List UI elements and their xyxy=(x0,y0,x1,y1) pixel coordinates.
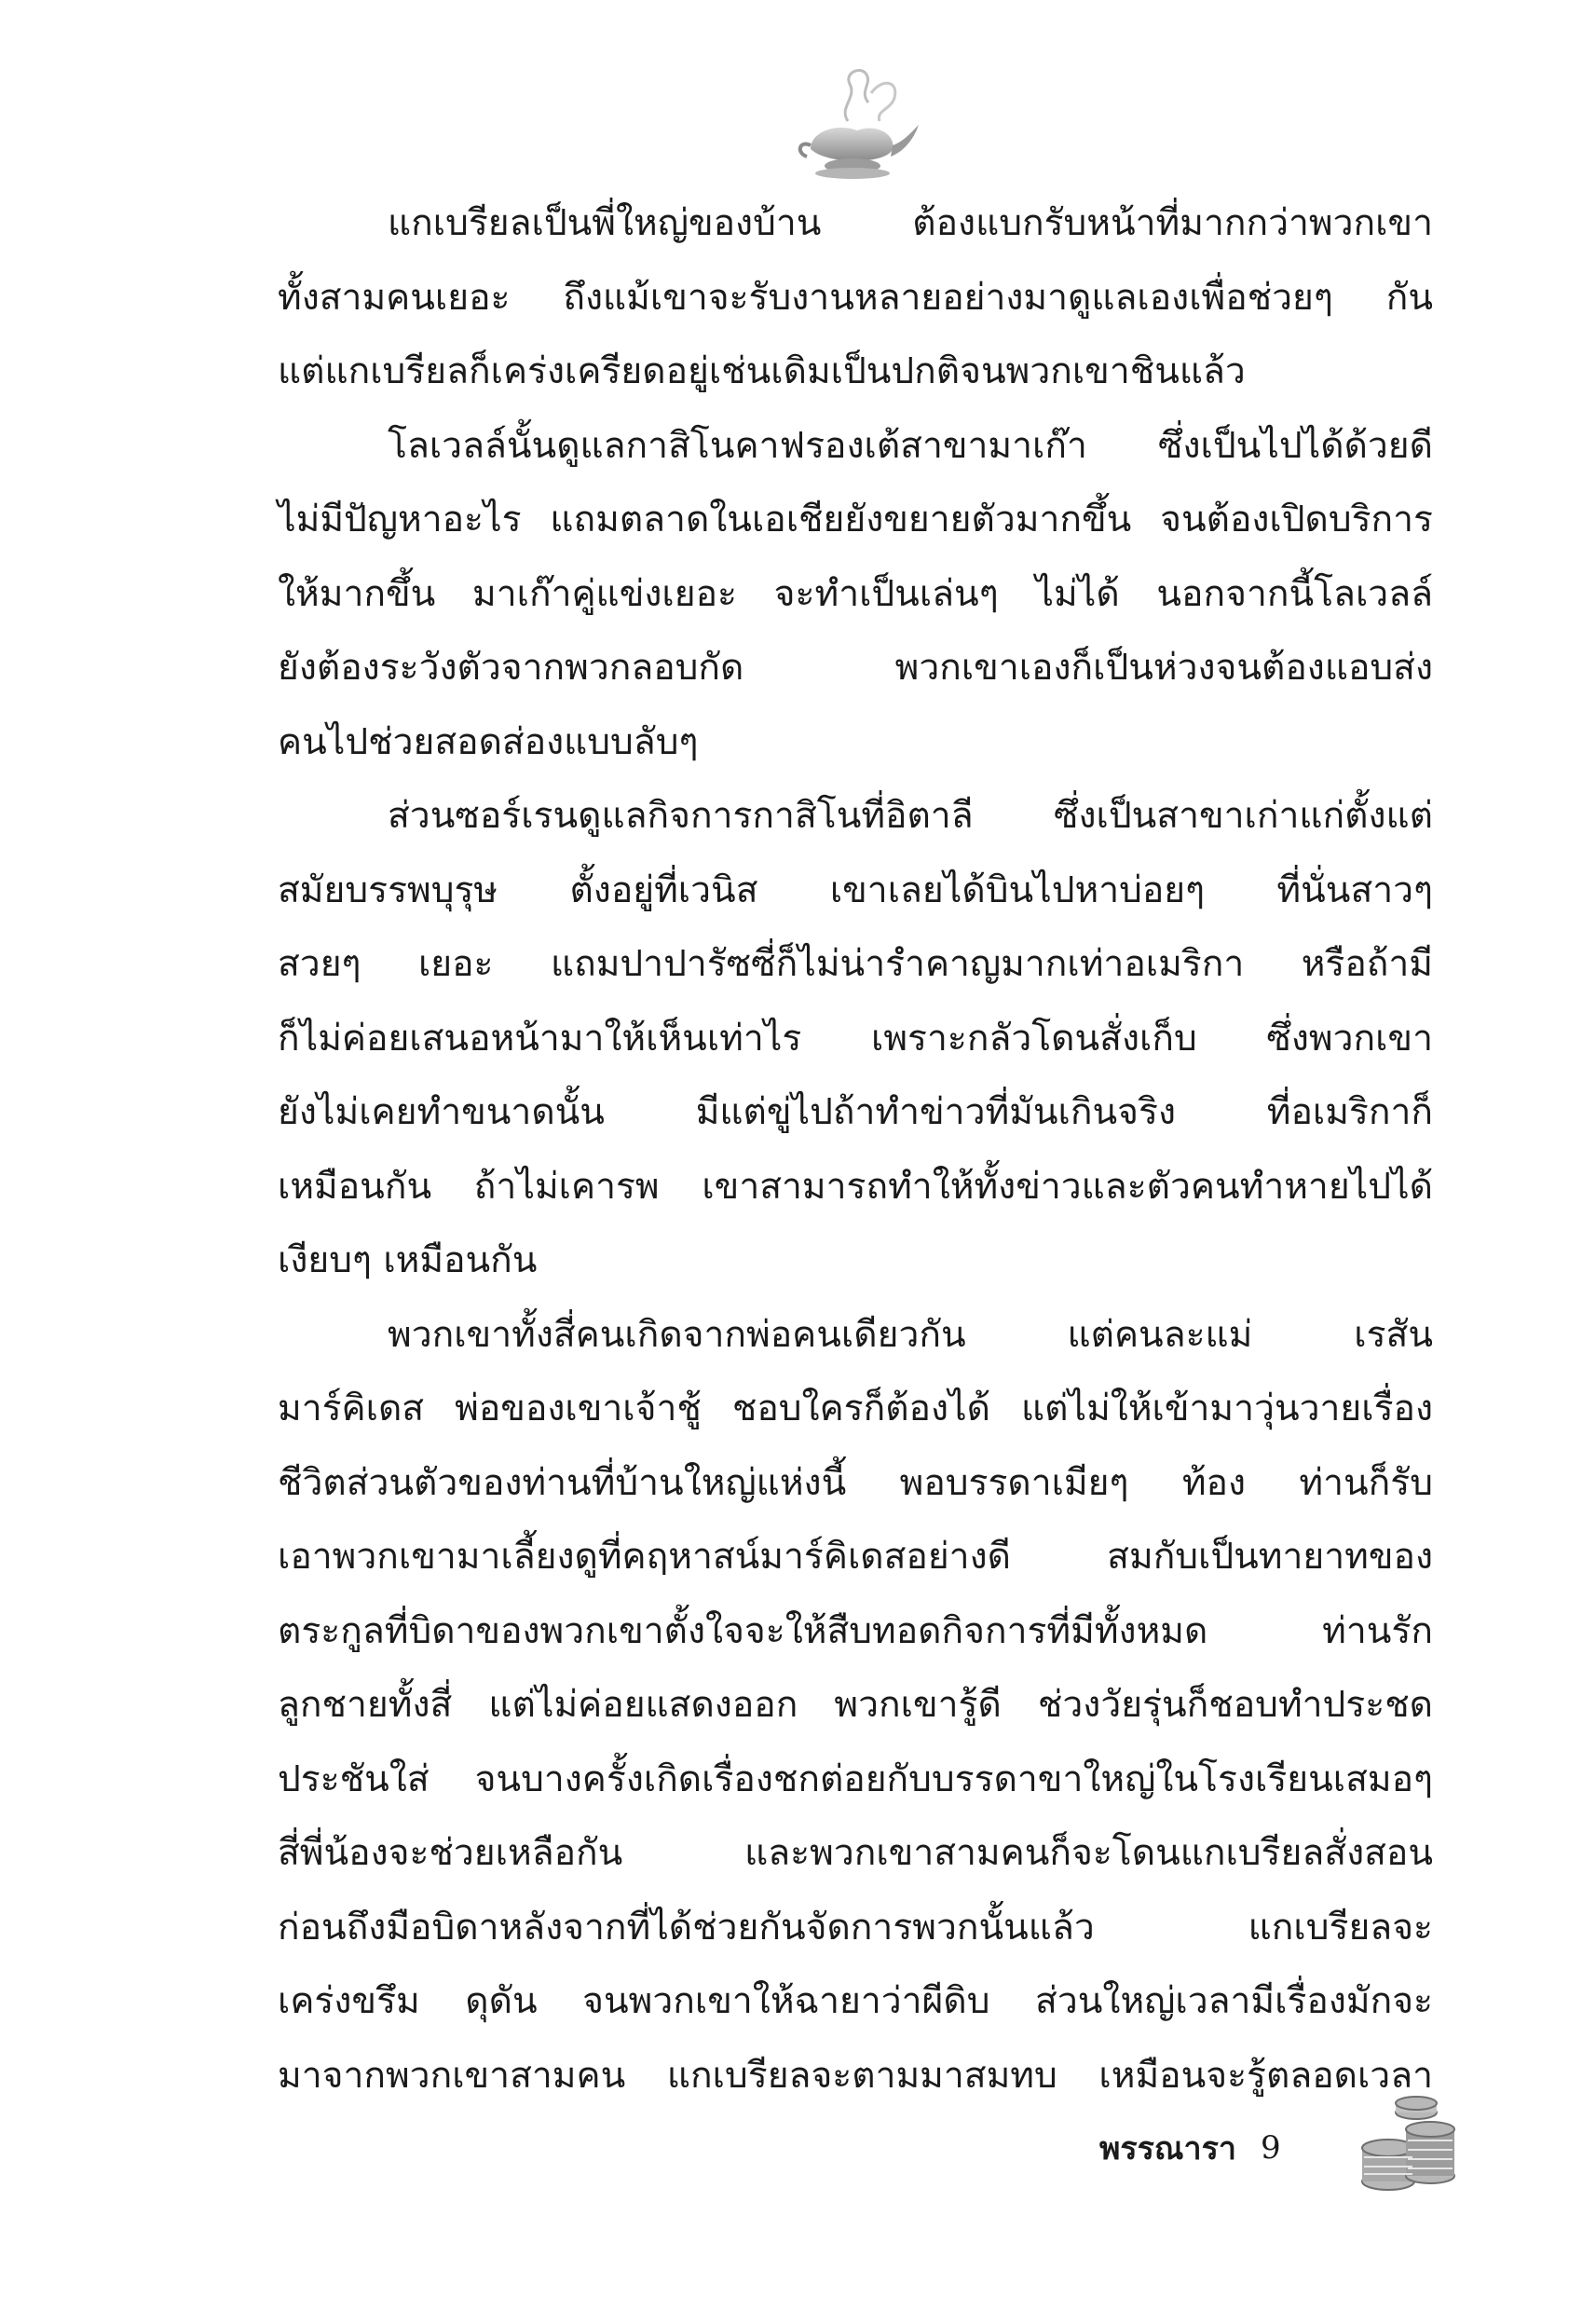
paragraph xyxy=(278,779,1433,1298)
text-line: สวยๆ เยอะ แถมปาปารัซซี่ก็ไม่น่ารำคาญมากเท่าอเมริกา หรือถ้ามี xyxy=(278,943,1433,985)
text-line: ไม่มีปัญหาอะไร แถมตลาดในเอเชียยังขยายตัวมากขึ้น จนต้องเปิดบริการ xyxy=(278,499,1433,540)
paragraph xyxy=(278,409,1433,780)
text-line: ก็ไม่ค่อยเสนอหน้ามาให้เห็นเท่าไร เพราะกลัวโดนสั่งเก็บ ซึ่งพวกเขา xyxy=(278,1017,1433,1060)
text-line: ประชันใส่ จนบางครั้งเกิดเรื่องชกต่อยกับบรรดาขาใหญ่ในโรงเรียนเสมอๆ xyxy=(278,1757,1433,1800)
text-line: เงียบๆ เหมือนกัน xyxy=(278,1239,538,1281)
text-line: เอาพวกเขามาเลี้ยงดูที่คฤหาสน์มาร์คิเดสอย่างดี สมกับเป็นทายาทของ xyxy=(278,1536,1433,1578)
text-line: ทั้งสามคนเยอะ ถึงแม้เขาจะรับงานหลายอย่างมาดูแลเองเพื่อช่วยๆ กัน xyxy=(278,276,1433,319)
text-line: มาจากพวกเขาสามคน แกเบรียลจะตามมาสมทบ เหมือนจะรู้ตลอดเวลา xyxy=(278,2054,1433,2097)
text-line: ส่วนซอร์เรนดูแลกิจการกาสิโนที่อิตาลี ซึ่งเป็นสาขาเก่าแก่ตั้งแต่ xyxy=(388,795,1433,837)
page-number: 9 xyxy=(1260,2129,1281,2167)
text-line: มาร์คิเดส พ่อของเขาเจ้าชู้ ชอบใครก็ต้องได้ แต่ไม่ให้เข้ามาวุ่นวายเรื่อง xyxy=(278,1388,1433,1429)
text-line: เคร่งขรึม ดุดัน จนพวกเขาให้ฉายาว่าผีดิบ ส่วนใหญ่เวลามีเรื่องมักจะ xyxy=(278,1980,1433,2022)
text-line: แกเบรียลเป็นพี่ใหญ่ของบ้าน ต้องแบกรับหน้าที่มากกว่าพวกเขา xyxy=(388,202,1433,244)
text-line: คนไปช่วยสอดส่องแบบลับๆ xyxy=(278,720,699,763)
text-line: ยังต้องระวังตัวจากพวกลอบกัด พวกเขาเองก็เป็นห่วงจนต้องแอบส่ง xyxy=(278,647,1433,689)
paragraph xyxy=(278,1298,1433,2113)
paragraph xyxy=(278,186,1433,409)
text-line: ให้มากขึ้น มาเก๊าคู่แข่งเยอะ จะทำเป็นเล่นๆ ไม่ได้ นอกจากนี้โลเวลล์ xyxy=(278,572,1433,615)
text-line: ลูกชายทั้งสี่ แต่ไม่ค่อยแสดงออก พวกเขารู้ดี ช่วงวัยรุ่นก็ชอบทำประชด xyxy=(278,1684,1433,1726)
running-title: พรรณารา xyxy=(1099,2130,1236,2167)
casino-chips-icon xyxy=(1351,2092,1463,2195)
text-line: สี่พี่น้องจะช่วยเหลือกัน และพวกเขาสามคนก็จะโดนแกเบรียลสั่งสอน xyxy=(278,1832,1433,1874)
text-line: พวกเขาทั้งสี่คนเกิดจากพ่อคนเดียวกัน แต่คนละแม่ เรสัน xyxy=(388,1313,1433,1356)
page-footer xyxy=(1099,2120,1281,2176)
text-line: ยังไม่เคยทำขนาดนั้น มีแต่ขู่ไปถ้าทำข่าวที่มันเกินจริง ที่อเมริกาก็ xyxy=(278,1091,1433,1133)
text-line: แต่แกเบรียลก็เคร่งเครียดอยู่เช่นเดิมเป็นปกติจนพวกเขาชินแล้ว xyxy=(278,350,1246,392)
magic-lamp-icon xyxy=(783,56,922,186)
text-line: ตระกูลที่บิดาของพวกเขาตั้งใจจะให้สืบทอดกิจการที่มีทั้งหมด ท่านรัก xyxy=(278,1609,1433,1652)
text-line: โลเวลล์นั้นดูแลกาสิโนคาฟรองเต้สาขามาเก๊า ซึ่งเป็นไปได้ด้วยดี xyxy=(388,424,1433,467)
text-line: ชีวิตส่วนตัวของท่านที่บ้านใหญ่แห่งนี้ พอบรรดาเมียๆ ท้อง ท่านก็รับ xyxy=(278,1461,1433,1504)
text-line: ก่อนถึงมือบิดาหลังจากที่ได้ช่วยกันจัดการพวกนั้นแล้ว แกเบรียลจะ xyxy=(278,1906,1433,1949)
text-line: เหมือนกัน ถ้าไม่เคารพ เขาสามารถทำให้ทั้งข่าวและตัวคนทำหายไปได้ xyxy=(278,1165,1433,1208)
body-text xyxy=(278,186,1433,2113)
text-line: สมัยบรรพบุรุษ ตั้งอยู่ที่เวนิส เขาเลยได้บินไปหาบ่อยๆ ที่นั่นสาวๆ xyxy=(278,868,1433,911)
